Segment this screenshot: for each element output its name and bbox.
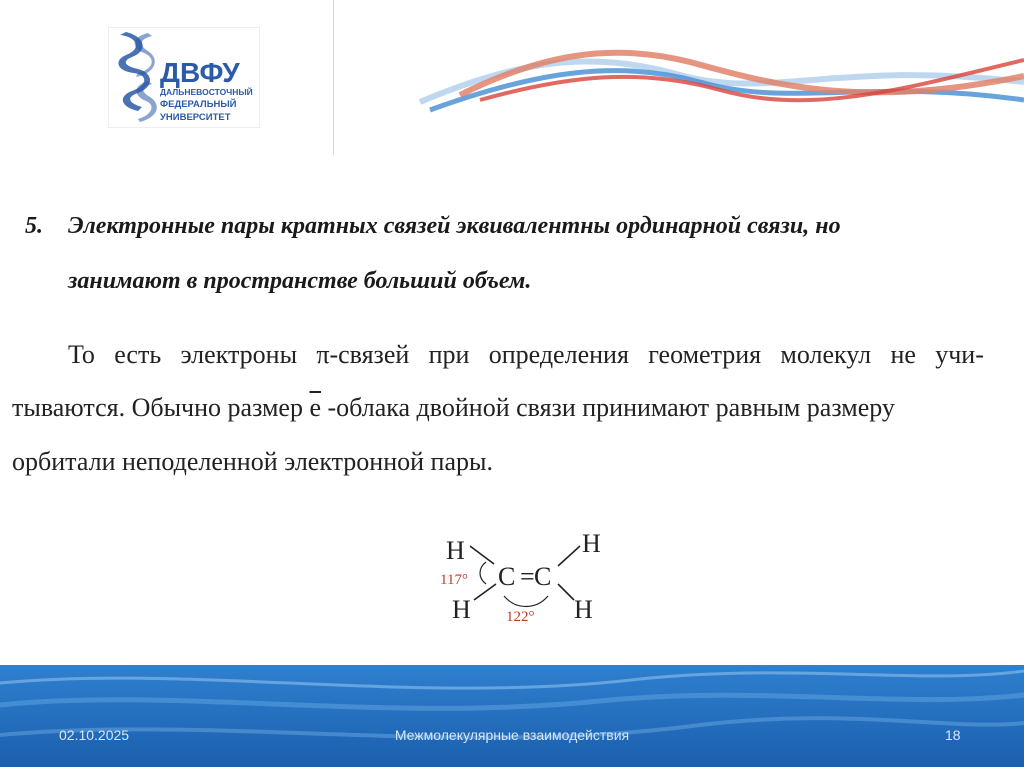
word: π-связей: [316, 340, 410, 369]
h-top-left: H: [446, 536, 465, 565]
header-divider: [333, 0, 334, 155]
footer-band: [0, 665, 1024, 767]
h-bottom-right: H: [574, 595, 593, 624]
angle-label-117: 117°: [440, 572, 468, 588]
word: определения: [488, 340, 629, 369]
logo-line2: ФЕДЕРАЛЬНЫЙ: [160, 99, 237, 110]
double-bond: =: [520, 562, 535, 591]
word: молекул: [780, 340, 872, 369]
carbon-2: C: [534, 562, 552, 591]
header: [0, 0, 1024, 160]
university-logo: [108, 27, 260, 128]
body-line-2: [12, 393, 895, 423]
body-line-2b: -облака двойной связи принимают равным размеру: [321, 393, 895, 422]
word: есть: [114, 340, 162, 369]
h-top-right: H: [582, 529, 601, 558]
logo-line3: УНИВЕРСИТЕТ: [160, 112, 231, 123]
point-number: 5.: [25, 213, 43, 239]
word: учи-: [935, 340, 984, 369]
word: при: [428, 340, 470, 369]
body-line-2a: тываются. Обычно размер: [12, 393, 310, 422]
carbon-1: C: [498, 562, 516, 591]
logo-line1: ДАЛЬНЕВОСТОЧНЫЙ: [160, 87, 253, 97]
body-line-1: [68, 340, 984, 370]
word: электроны: [180, 340, 298, 369]
point-text-line1: Электронные пары кратных связей эквивалентны ординарной связи, но: [68, 213, 841, 239]
ethylene-structure: [440, 522, 620, 632]
word: не: [890, 340, 916, 369]
word: То: [68, 340, 95, 369]
footer-title: Межмолекулярные взаимодействия: [394, 727, 630, 743]
electron-symbol: е: [309, 393, 322, 422]
word: геометрия: [648, 340, 762, 369]
page-number: 18: [945, 727, 961, 743]
h-bottom-left: H: [452, 595, 471, 624]
decorative-waves: [340, 20, 1024, 140]
angle-label-122: 122°: [506, 609, 535, 625]
logo-acronym: ДВФУ: [160, 57, 240, 88]
footer-date: 02.10.2025: [59, 727, 130, 743]
point-text-line2: занимают в пространстве больший объем.: [68, 268, 532, 294]
body-line-3: орбитали неподеленной электронной пары.: [12, 447, 493, 476]
